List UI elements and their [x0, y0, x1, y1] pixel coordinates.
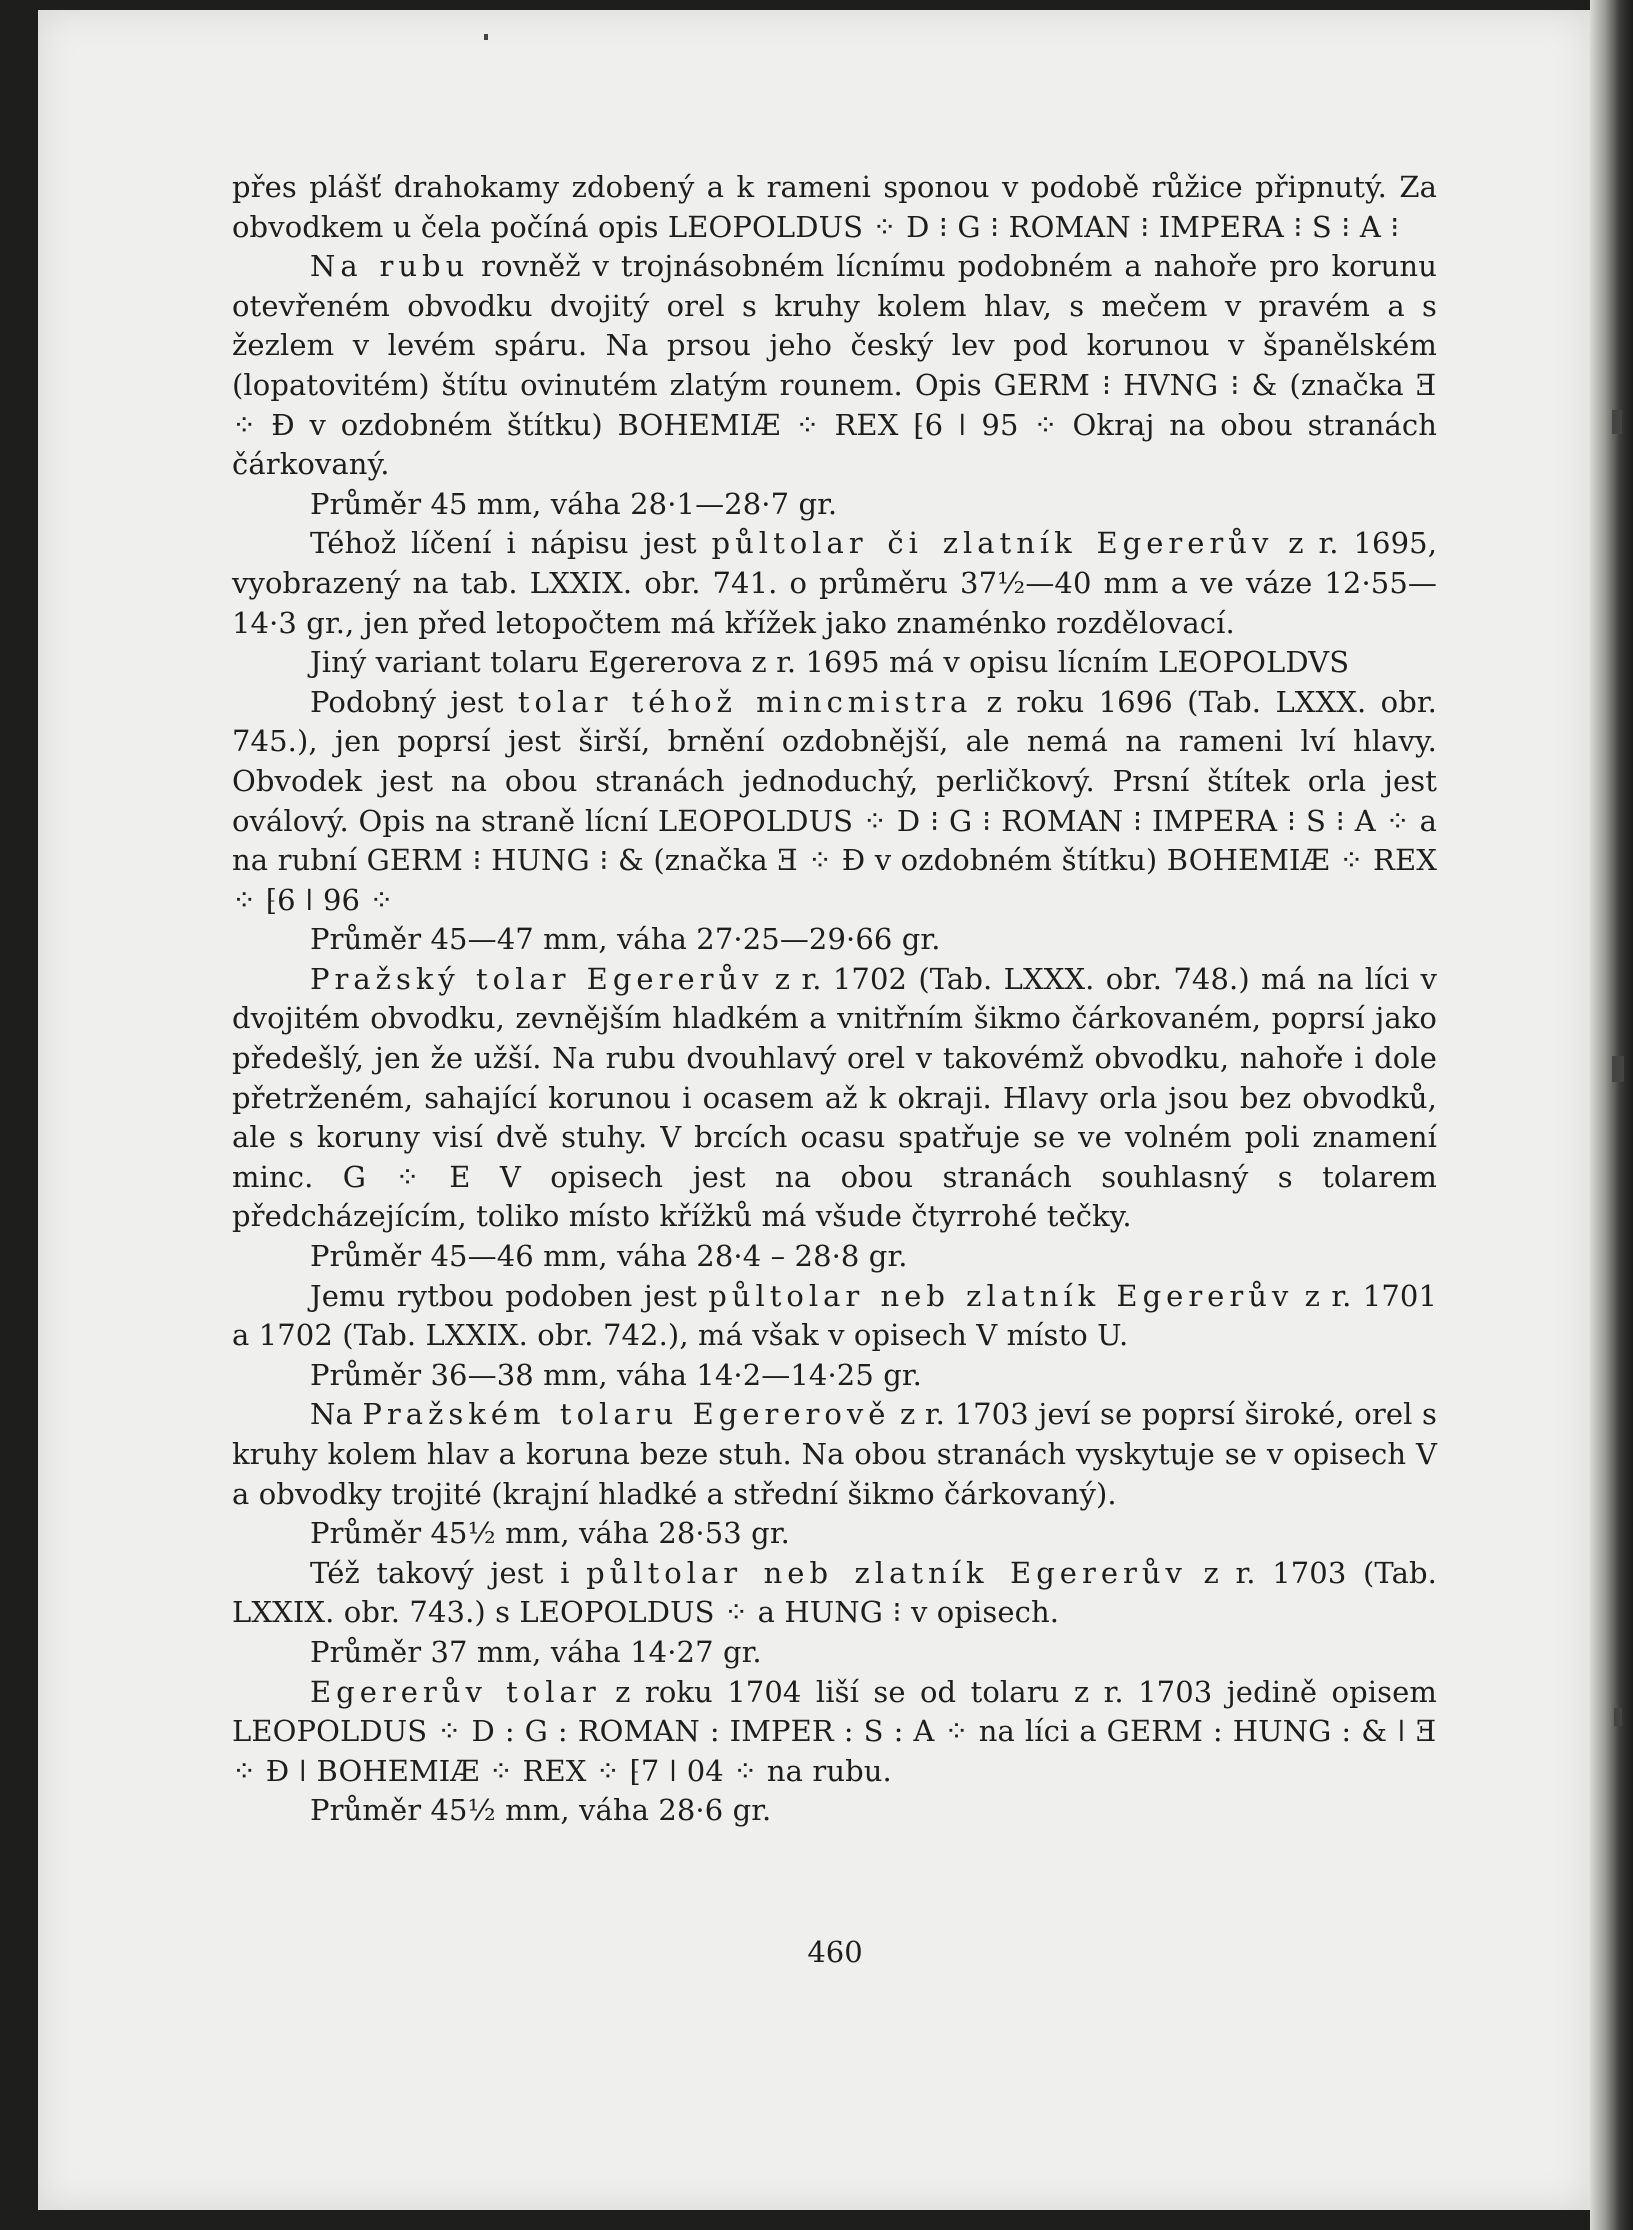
emphasized-term: půltolar neb zlatník Egererův: [708, 1278, 1294, 1313]
scan-speck: [1612, 410, 1622, 434]
emphasized-term: tolar téhož mincmistra: [517, 684, 973, 719]
paragraph: [232, 168, 1437, 247]
binding-edge-shadow: [1590, 0, 1633, 2230]
text-run: z r. 1703 jeví se poprsí široké, orel s kruhy kolem hlav a koruna beze stuh. Na obou stranách vyskytuje se v opisech V a obvodky trojité (krajní hladké a střední šikmo čárkovaný).: [232, 1397, 1437, 1511]
paragraph: [232, 1791, 1437, 1831]
text-run: přes plášť drahokamy zdobený a k rameni sponou v podobě růžice připnutý. Za obvodkem u čela počíná opis LEOPOLDUS ⁘ D ⁝ G ⁝ ROMAN ⁝ IMPERA ⁝ S ⁝ A ⁝: [232, 170, 1437, 244]
text-run: z roku 1704 liší se od tolaru z r. 1703 jedině opisem LEOPOLDUS ⁘ D : G : ROMAN : IMPER : S : A ⁘ na líci a GERM : HUNG : & ǀ Ǝ ⁘ Ɖ ǀ BOHEMIÆ ⁘ REX ⁘ ⁅7 ǀ 04 ⁘ na rubu.: [232, 1674, 1437, 1788]
text-run: Průměr 45—46 mm, váha 28·4 – 28·8 gr.: [310, 1239, 908, 1274]
paragraph: [232, 524, 1437, 643]
text-run: Jiný variant tolaru Egererova z r. 1695 má v opisu lícním LEOPOLDVS: [310, 645, 1350, 680]
body-text: [232, 168, 1437, 1831]
emphasized-term: Pražském tolaru Egererově: [362, 1397, 891, 1432]
paragraph: [232, 920, 1437, 960]
text-run: Jemu rytbou podoben jest: [310, 1278, 709, 1313]
page-number: 460: [807, 1935, 863, 1969]
text-run: Průměr 45 mm, váha 28·1—28·7 gr.: [310, 486, 838, 521]
emphasized-term: půltolar neb zlatník Egererův: [586, 1555, 1187, 1590]
paragraph: [232, 1514, 1437, 1554]
text-run: rovněž v trojnásobném lícnímu podobném a nahoře pro korunu otevřeném obvodku dvojitý orel s kruhy kolem hlav, s mečem v pravém a s žezlem v levém spáru. Na prsou jeho český lev pod korunou v španělském (lopatovitém) štítu ovinutém zlatým rounem. Opis GERM ⁝ HVNG ⁝ & (značka Ǝ ⁘ Ɖ v ozdobném štítku) BOHEMIÆ ⁘ REX ⁅6 ǀ 95 ⁘ Okraj na obou stranách čárkovaný.: [232, 249, 1437, 482]
emphasized-term: Na rubu: [310, 249, 470, 284]
text-run: z r. 1702 (Tab. LXXX. obr. 748.) má na líci v dvojitém obvodku, zevnějším hladkém a vnitřním šikmo čárkovaném, poprsí jako předešlý, jen že užší. Na rubu dvouhlavý orel v takovémž obvodku, nahoře i dole přetrženém, sahající korunou i ocasem až k okraji. Hlavy orla jsou bez obvodků, ale s koruny visí dvě stuhy. V brcích ocasu spatřuje se ve volném poli znamení minc. G ⁘ E V opisech jest na obou stranách souhlasný s tolarem předcházejícím, toliko místo křížků má všude čtyrrohé tečky.: [232, 961, 1437, 1234]
text-run: Téhož líčení i nápisu jest: [310, 526, 712, 561]
text-run: z roku 1696 (Tab. LXXX. obr. 745.), jen poprsí jest širší, brnění ozdobnější, ale nemá na rameni lví hlavy. Obvodek jest na obou stranách jednoduchý, perličkový. Prsní štítek orla jest oválový. Opis na straně lícní LEOPOLDUS ⁘ D ⁝ G ⁝ ROMAN ⁝ IMPERA ⁝ S ⁝ A ⁘ a na rubní GERM ⁝ HUNG ⁝ & (značka Ǝ ⁘ Ɖ v ozdobném štítku) BOHEMIÆ ⁘ REX ⁘ ⁅6 ǀ 96 ⁘: [232, 684, 1437, 917]
paragraph: [232, 1237, 1437, 1277]
paragraph: [232, 683, 1437, 921]
text-run: Průměr 45½ mm, váha 28·6 gr.: [310, 1793, 772, 1828]
emphasized-term: půltolar či zlatník Egererův: [711, 526, 1274, 561]
scan-speck: [1614, 1708, 1622, 1726]
text-run: Průměr 36—38 mm, váha 14·2—14·25 gr.: [310, 1357, 922, 1392]
scan-speck: [484, 34, 488, 40]
paragraph: [232, 1554, 1437, 1633]
text-run: Podobný jest: [310, 684, 518, 719]
paragraph: [232, 1395, 1437, 1514]
paragraph: [232, 1277, 1437, 1356]
text-run: Průměr 37 mm, váha 14·27 gr.: [310, 1634, 762, 1669]
text-run: Průměr 45—47 mm, váha 27·25—29·66 gr.: [310, 922, 941, 957]
text-run: z r. 1695, vyobrazený na tab. LXXIX. obr. 741. o průměru 37½—40 mm a ve váze 12·55—14·3 gr., jen před letopočtem má křížek jako znaménko rozdělovací.: [232, 526, 1438, 640]
paragraph: [232, 247, 1437, 485]
paragraph: [232, 1633, 1437, 1673]
text-run: z r. 1703 (Tab. LXXIX. obr. 743.) s LEOPOLDUS ⁘ a HUNG ⁝ v opisech.: [232, 1555, 1437, 1630]
emphasized-term: Pražský tolar Egererův: [310, 961, 764, 996]
text-run: Na: [310, 1397, 363, 1432]
emphasized-term: Egererův tolar: [310, 1674, 601, 1709]
paragraph: [232, 643, 1437, 683]
text-run: z r. 1701 a 1702 (Tab. LXXIX. obr. 742.), má však v opisech V místo U.: [232, 1278, 1438, 1353]
paragraph: [232, 960, 1437, 1237]
paragraph: [232, 485, 1437, 525]
paragraph: [232, 1673, 1437, 1792]
text-run: Též takový jest i: [310, 1555, 587, 1590]
paragraph: [232, 1356, 1437, 1396]
text-run: Průměr 45½ mm, váha 28·53 gr.: [310, 1516, 790, 1551]
scan-speck: [1612, 1056, 1624, 1082]
